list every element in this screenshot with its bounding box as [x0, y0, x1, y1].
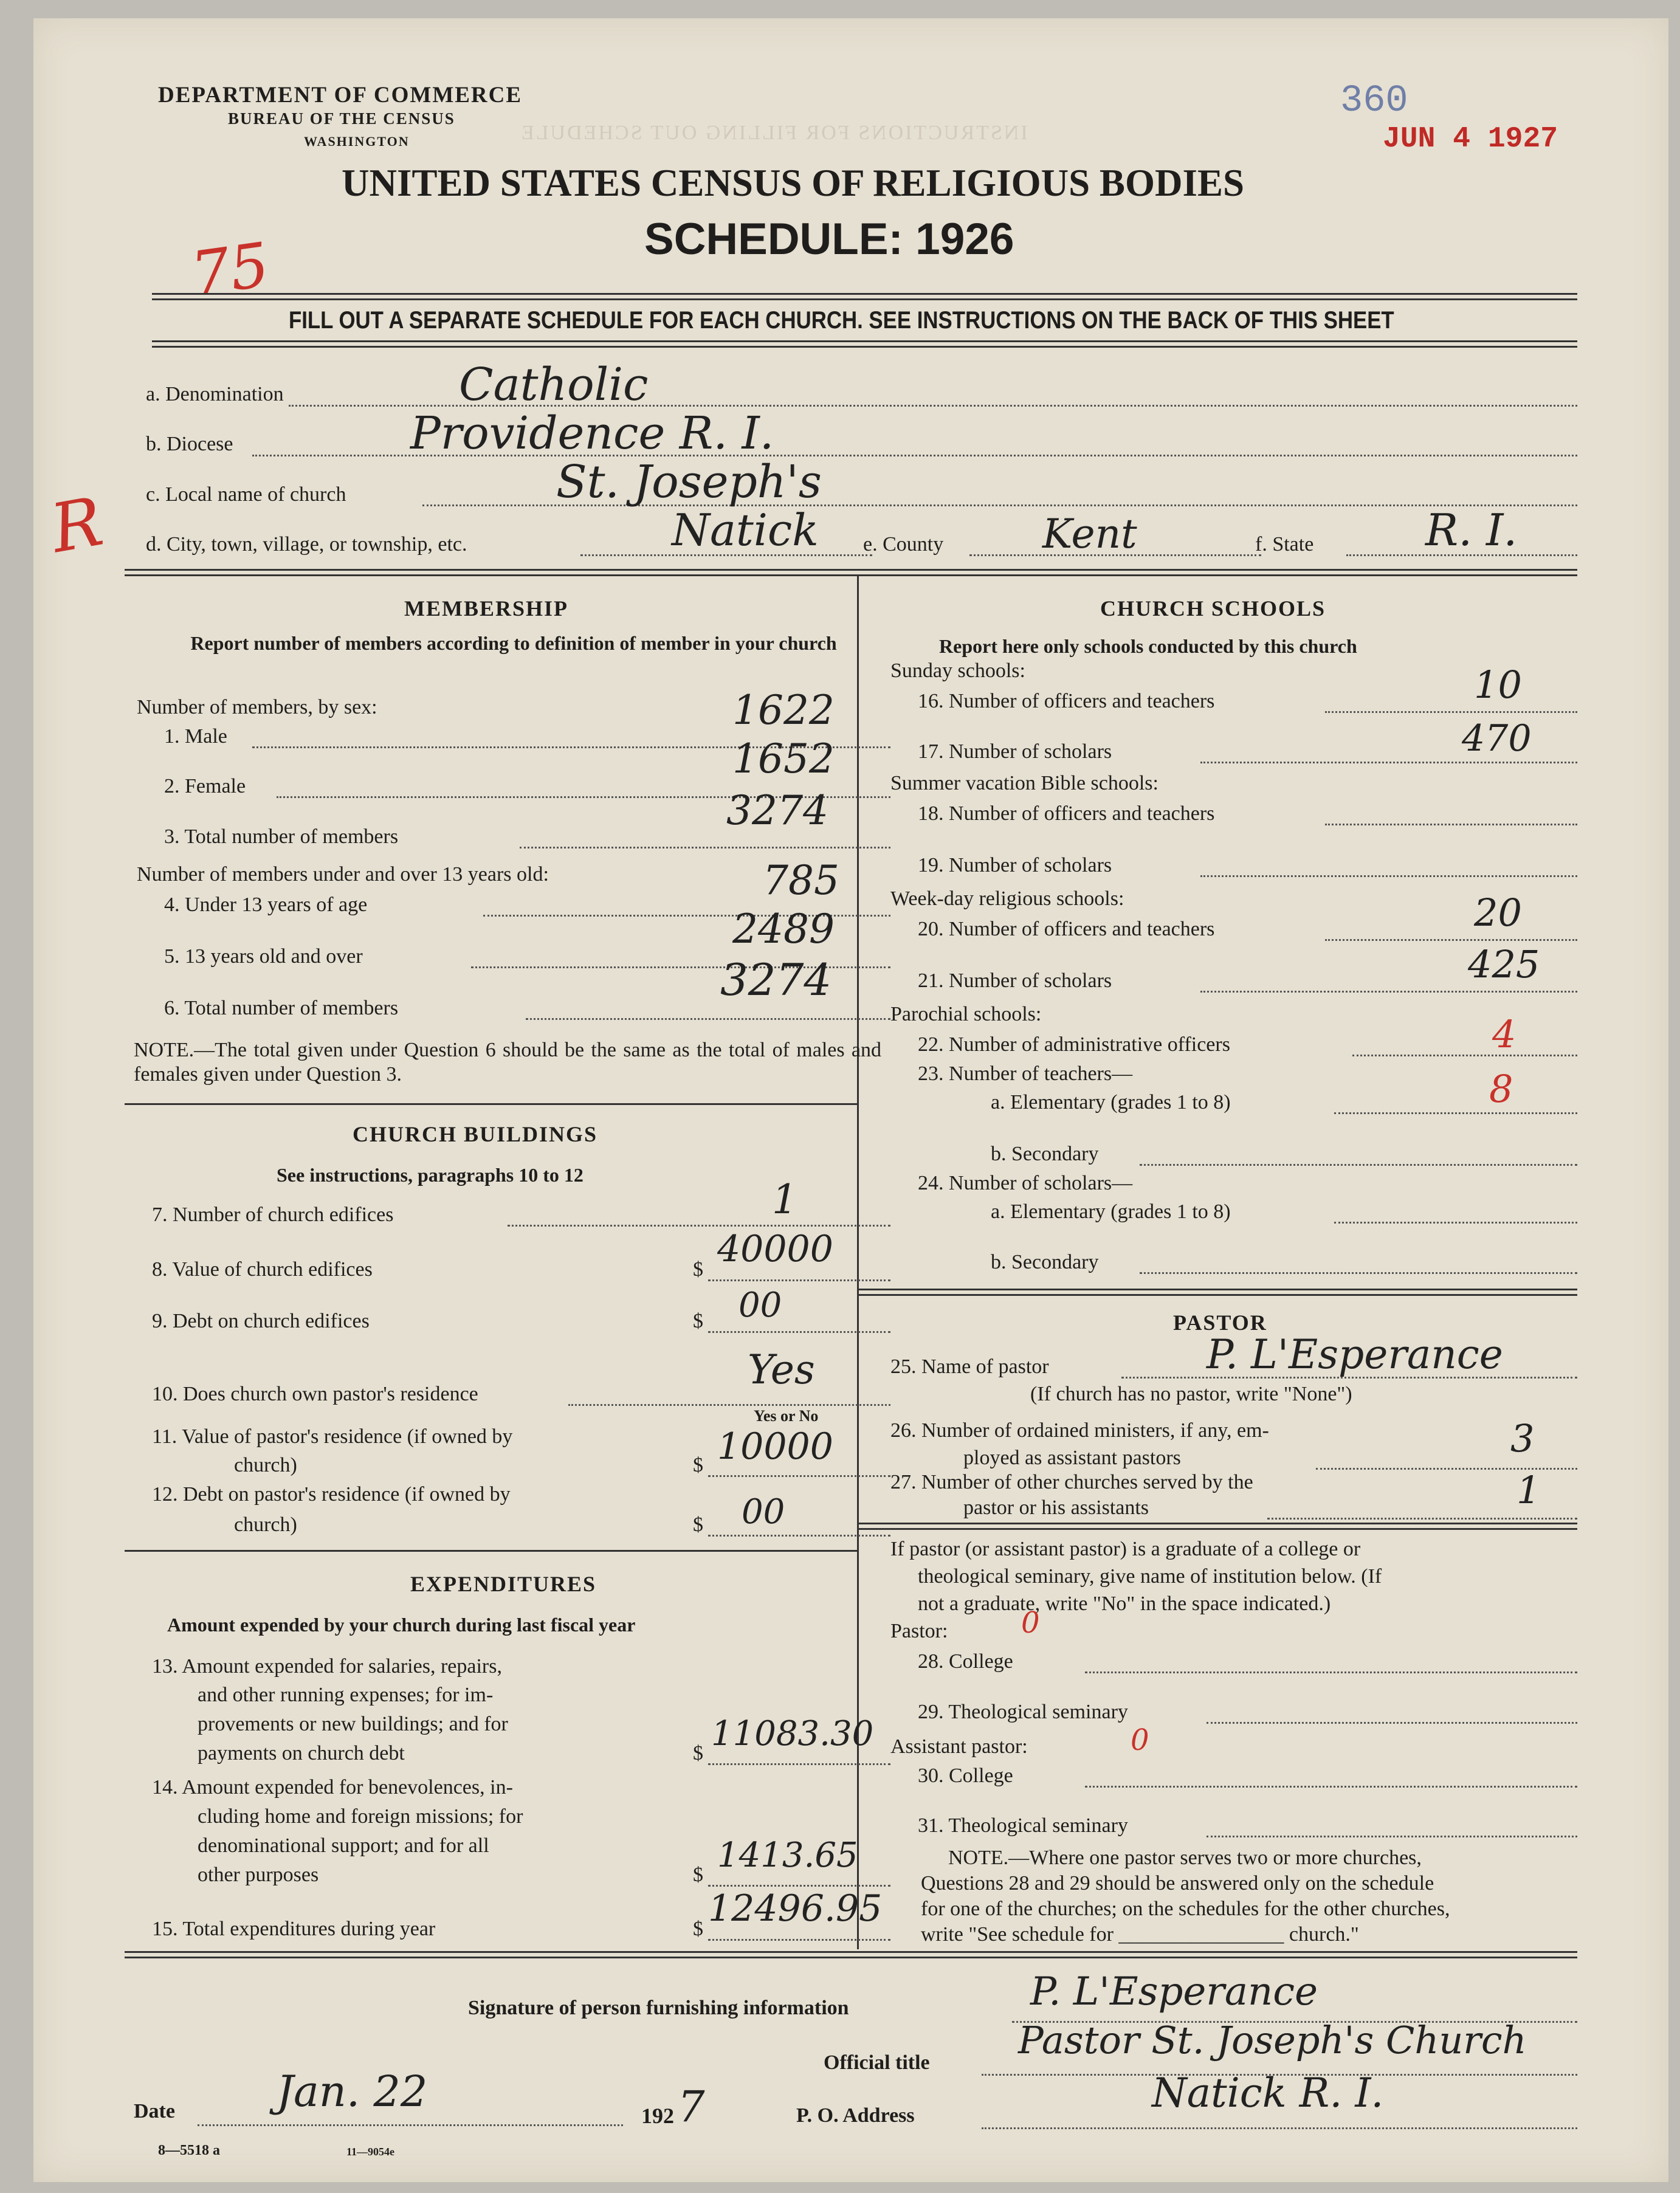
- bureau-name: BUREAU OF THE CENSUS: [228, 109, 455, 128]
- weekday-schools-label: Week-day religious schools:: [890, 887, 1124, 910]
- signature-label: Signature of person furnishing information: [468, 1997, 849, 2019]
- q15-total-value: 12496.95: [708, 1887, 883, 1930]
- q1-male-value: 1622: [732, 687, 835, 734]
- signature-value: P. L'Esperance: [1030, 1969, 1318, 2014]
- q13-line-c: provements or new buildings; and for: [198, 1713, 508, 1735]
- q14-line-c: denominational support; and for all: [198, 1834, 489, 1857]
- q30-label: 30. College: [918, 1764, 1013, 1787]
- pastor-note-a: NOTE.—Where one pastor serves two or more churches,: [948, 1847, 1422, 1869]
- pastor-note-c: for one of the churches; on the schedules for the other churches,: [921, 1898, 1450, 1920]
- q13-value: 11083.30: [711, 1714, 874, 1754]
- q7-edifices-label: 7. Number of church edifices: [152, 1203, 394, 1226]
- summer-schools-label: Summer vacation Bible schools:: [890, 772, 1158, 794]
- graduate-instruction-a: If pastor (or assistant pastor) is a graduate of a college or: [890, 1538, 1361, 1560]
- stamp-number: 360: [1340, 79, 1408, 122]
- q25-hint: (If church has no pastor, write "None"): [1030, 1383, 1352, 1405]
- diocese-label: b. Diocese: [146, 433, 233, 455]
- department-name: DEPARTMENT OF COMMERCE: [158, 83, 523, 108]
- graduate-instruction-c: not a graduate, write "No" in the space indicated.): [918, 1592, 1331, 1615]
- q6-total-value: 3274: [720, 954, 832, 1005]
- q11-dollar: $: [693, 1454, 703, 1476]
- members-by-sex-label: Number of members, by sex:: [137, 696, 377, 718]
- q27-line-a: 27. Number of other churches served by the: [890, 1471, 1253, 1493]
- q25-value: P. L'Esperance: [1207, 1331, 1503, 1378]
- diocese-value: Providence R. I.: [410, 407, 774, 460]
- q13-dollar: $: [693, 1742, 703, 1764]
- county-label: e. County: [863, 533, 944, 556]
- expenditures-heading: EXPENDITURES: [410, 1572, 597, 1596]
- state-value: R. I.: [1425, 504, 1518, 556]
- q23a-label: a. Elementary (grades 1 to 8): [991, 1091, 1231, 1114]
- q15-dollar: $: [693, 1918, 703, 1940]
- po-address-label: P. O. Address: [796, 2104, 915, 2127]
- sunday-schools-label: Sunday schools:: [890, 659, 1025, 682]
- q12-dollar: $: [693, 1513, 703, 1536]
- q20-label: 20. Number of officers and teachers: [918, 918, 1215, 940]
- q3-total-value: 3274: [726, 787, 828, 834]
- expenditures-intro: Amount expended by your church during last fiscal year: [167, 1614, 636, 1636]
- q24a-label: a. Elementary (grades 1 to 8): [991, 1200, 1231, 1223]
- church-name-label: c. Local name of church: [146, 483, 346, 506]
- form-number: 8—5518 a: [158, 2143, 220, 2158]
- church-name-value: St. Joseph's: [556, 456, 822, 508]
- q23-label: 23. Number of teachers—: [918, 1062, 1133, 1085]
- q19-label: 19. Number of scholars: [918, 854, 1112, 876]
- q17-label: 17. Number of scholars: [918, 740, 1112, 763]
- q14-value: 1413.65: [717, 1836, 858, 1875]
- official-title-label: Official title: [824, 2051, 930, 2074]
- q2-female-value: 1652: [732, 735, 835, 782]
- pastor-note-d: write "See schedule for ________________ church.": [921, 1923, 1359, 1946]
- city-label: d. City, town, village, or township, etc.: [146, 533, 467, 556]
- q7-edifices-value: 1: [772, 1176, 797, 1223]
- margin-check-r: R: [45, 482, 109, 568]
- page-title: UNITED STATES CENSUS OF RELIGIOUS BODIES: [342, 162, 1245, 204]
- q14-line-a: 14. Amount expended for benevolences, in-: [152, 1776, 513, 1799]
- bureau-city: WASHINGTON: [304, 134, 410, 149]
- q10-hint: Yes or No: [754, 1407, 819, 1425]
- q8-value-value: 40000: [717, 1228, 833, 1270]
- q10-residence-label: 10. Does church own pastor's residence: [152, 1383, 478, 1405]
- q21-label: 21. Number of scholars: [918, 969, 1112, 992]
- q22-label: 22. Number of administrative officers: [918, 1033, 1230, 1056]
- q18-label: 18. Number of officers and teachers: [918, 802, 1215, 825]
- date-label: Date: [134, 2100, 175, 2122]
- date-value: Jan. 22: [277, 2067, 428, 2116]
- q14-line-b: cluding home and foreign missions; for: [198, 1805, 523, 1828]
- q12-label-b: church): [234, 1513, 297, 1536]
- q6-total-label: 6. Total number of members: [164, 997, 399, 1019]
- q8-value-label: 8. Value of church edifices: [152, 1258, 373, 1281]
- q1-male-label: 1. Male: [164, 725, 227, 748]
- q28-label: 28. College: [918, 1650, 1013, 1673]
- margin-number: 75: [187, 229, 274, 311]
- q4-under13-value: 785: [763, 857, 839, 904]
- official-title-value: Pastor St. Joseph's Church: [1018, 2018, 1527, 2062]
- assistant-grad-label: Assistant pastor:: [890, 1735, 1028, 1758]
- q23a-value: 8: [1489, 1067, 1513, 1111]
- q9-debt-label: 9. Debt on church edifices: [152, 1310, 370, 1332]
- q16-label: 16. Number of officers and teachers: [918, 690, 1215, 712]
- q26-value: 3: [1510, 1416, 1535, 1461]
- q5-over13-label: 5. 13 years old and over: [164, 945, 363, 968]
- q10-residence-value: Yes: [748, 1346, 815, 1393]
- pastor-note-b: Questions 28 and 29 should be answered only on the schedule: [921, 1872, 1434, 1895]
- po-address-value: Natick R. I.: [1152, 2070, 1384, 2116]
- q12-label-a: 12. Debt on pastor's residence (if owned by: [152, 1483, 511, 1506]
- buildings-heading: CHURCH BUILDINGS: [353, 1122, 598, 1146]
- q14-dollar: $: [693, 1864, 703, 1886]
- denomination-label: a. Denomination: [146, 383, 284, 405]
- q25-label: 25. Name of pastor: [890, 1355, 1049, 1378]
- graduate-instruction-b: theological seminary, give name of institution below. (If: [918, 1565, 1382, 1588]
- q5-over13-value: 2489: [732, 906, 835, 952]
- schools-heading: CHURCH SCHOOLS: [1100, 596, 1326, 621]
- q13-line-a: 13. Amount expended for salaries, repairs,: [152, 1655, 502, 1678]
- q23b-label: b. Secondary: [991, 1143, 1099, 1165]
- print-number: 11—9054e: [346, 2146, 394, 2158]
- buildings-intro: See instructions, paragraphs 10 to 12: [277, 1164, 584, 1186]
- q13-line-d: payments on church debt: [198, 1742, 405, 1764]
- q24b-label: b. Secondary: [991, 1251, 1099, 1273]
- q29-label: 29. Theological seminary: [918, 1701, 1128, 1723]
- date-year-digit: 7: [678, 2082, 705, 2132]
- q26-line-b: ployed as assistant pastors: [963, 1447, 1181, 1469]
- q27-value: 1: [1516, 1468, 1541, 1512]
- bleed-through-heading: INSTRUCTIONS FOR FILLING OUT SCHEDULE: [520, 122, 1028, 144]
- schools-intro: Report here only schools conducted by this church: [939, 635, 1357, 657]
- q13-line-b: and other running expenses; for im-: [198, 1684, 494, 1706]
- q21-value: 425: [1468, 942, 1540, 986]
- q24-label: 24. Number of scholars—: [918, 1172, 1133, 1194]
- date-year-prefix: 192: [641, 2104, 674, 2128]
- assistant-grad-value: 0: [1131, 1723, 1149, 1757]
- q20-value: 20: [1474, 890, 1522, 935]
- census-schedule-sheet: [33, 18, 1668, 2182]
- q11-value: 10000: [717, 1425, 833, 1468]
- q15-total-label: 15. Total expenditures during year: [152, 1918, 436, 1940]
- schedule-year: SCHEDULE: 1926: [644, 215, 1014, 264]
- q22-value: 4: [1492, 1012, 1516, 1056]
- pastor-heading: PASTOR: [1173, 1310, 1267, 1335]
- q11-label-b: church): [234, 1454, 297, 1476]
- q14-line-d: other purposes: [198, 1864, 319, 1886]
- q26-line-a: 26. Number of ordained ministers, if any, em-: [890, 1419, 1269, 1442]
- membership-heading: MEMBERSHIP: [404, 596, 569, 621]
- q9-debt-value: 00: [738, 1286, 782, 1325]
- q16-value: 10: [1474, 663, 1522, 707]
- q9-dollar: $: [693, 1310, 703, 1332]
- received-date-stamp: JUN 4 1927: [1383, 123, 1558, 156]
- q3-total-label: 3. Total number of members: [164, 825, 399, 848]
- denomination-value: Catholic: [459, 359, 649, 411]
- membership-intro: Report number of members according to definition of member in your church: [190, 632, 837, 654]
- parochial-schools-label: Parochial schools:: [890, 1003, 1042, 1025]
- members-by-age-label: Number of members under and over 13 years old:: [137, 863, 549, 886]
- separate-schedule-instruction: FILL OUT A SEPARATE SCHEDULE FOR EACH CHURCH. SEE INSTRUCTIONS ON THE BACK OF THIS SHEET: [289, 307, 1394, 334]
- q2-female-label: 2. Female: [164, 775, 246, 797]
- pastor-grad-value: 0: [1021, 1606, 1040, 1640]
- q4-under13-label: 4. Under 13 years of age: [164, 893, 368, 916]
- q12-value: 00: [742, 1492, 785, 1532]
- pastor-grad-label: Pastor:: [890, 1620, 948, 1642]
- q31-label: 31. Theological seminary: [918, 1814, 1128, 1837]
- county-value: Kent: [1042, 511, 1137, 557]
- q11-label-a: 11. Value of pastor's residence (if owned by: [152, 1425, 513, 1448]
- membership-note: NOTE.—The total given under Question 6 should be the same as the total of males and females given under Question 3.: [134, 1039, 881, 1086]
- q27-line-b: pastor or his assistants: [963, 1496, 1149, 1519]
- q17-value: 470: [1462, 717, 1532, 760]
- city-value: Natick: [672, 504, 819, 556]
- state-label: f. State: [1255, 533, 1314, 556]
- q8-dollar: $: [693, 1258, 703, 1281]
